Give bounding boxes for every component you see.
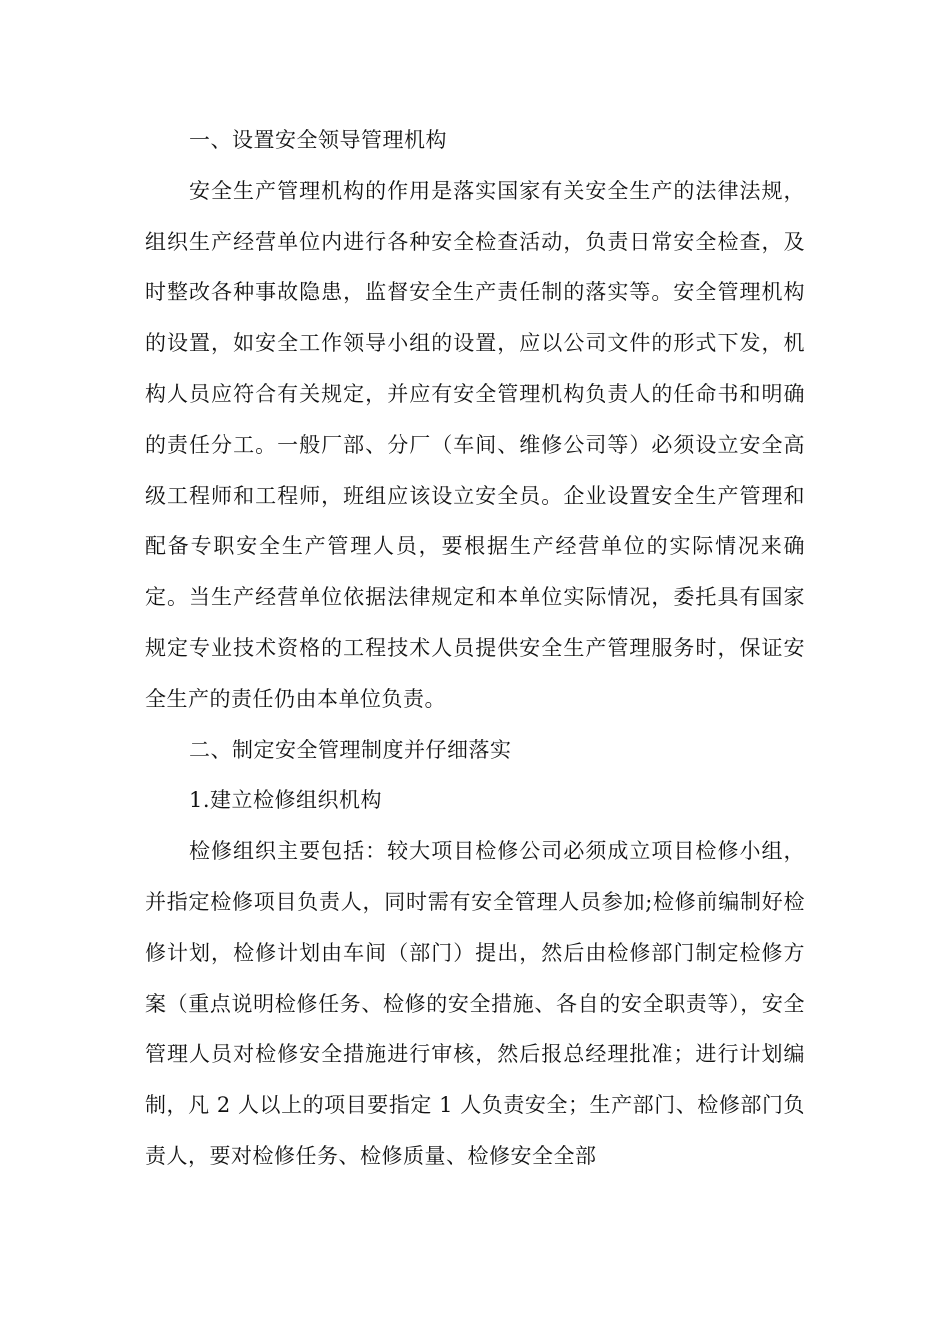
paragraph-1: 安全生产管理机构的作用是落实国家有关安全生产的法律法规，组织生产经营单位内进行各种安全检查活动，负责日常安全检查，及时整改各种事故隐患，监督安全生产责任制的落实等。安全管理机构的设置，如安全工作领导小组的设置，应以公司文件的形式下发，机构人员应符合有关规定，并应有安全管理机构负责人的任命书和明确的责任分工。一般厂部、分厂（车间、维修公司等）必须设立安全高级工程师和工程师，班组应该设立安全员。企业设置安全生产管理和配备专职安全生产管理人员，要根据生产经营单位的实际情况来确定。当生产经营单位依据法律规定和本单位实际情况，委托具有国家规定专业技术资格的工程技术人员提供安全生产管理服务时，保证安全生产的责任仍由本单位负责。 xyxy=(145,178,805,711)
section-heading-1: 一、设置安全领导管理机构 xyxy=(189,128,447,152)
document-body xyxy=(145,115,805,1182)
paragraph-2: 检修组织主要包括：较大项目检修公司必须成立项目检修小组，并指定检修项目负责人，同时需有安全管理人员参加;检修前编制好检修计划，检修计划由车间（部门）提出，然后由检修部门制定检修方案（重点说明检修任务、检修的安全措施、各自的安全职责等），安全管理人员对检修安全措施进行审核，然后报总经理批准；进行计划编制，凡 2 人以上的项目要指定 1 人负责安全；生产部门、检修部门负责人，要对检修任务、检修质量、检修安全全部 xyxy=(145,839,805,1168)
subheading-1: 1.建立检修组织机构 xyxy=(189,788,383,813)
section-heading-2: 二、制定安全管理制度并仔细落实 xyxy=(189,737,512,762)
